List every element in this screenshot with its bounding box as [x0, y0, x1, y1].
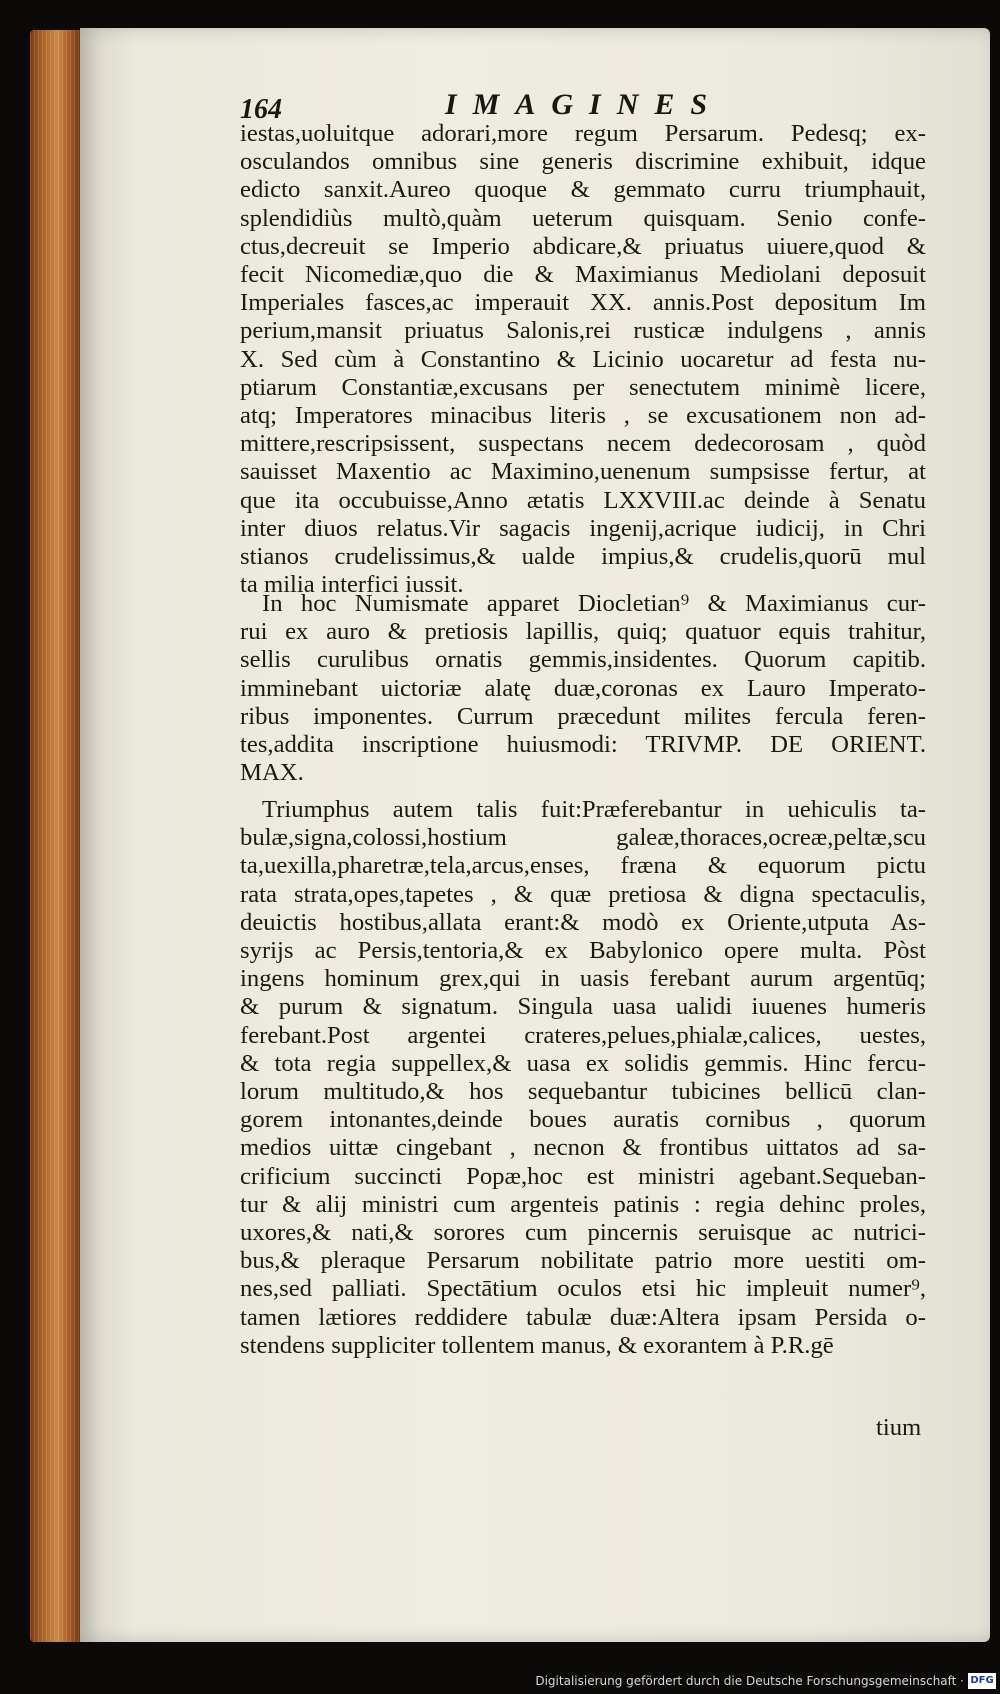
text-line: nes,sed palliati. Spectātium oculos etsi hic impleuit numer⁹,	[240, 1275, 926, 1303]
running-head: IMAGINES	[445, 88, 724, 121]
paragraph-2	[240, 590, 926, 787]
book-edge	[30, 30, 80, 1642]
footer-bar	[0, 1670, 1000, 1694]
text-line: sellis curulibus ornatis gemmis,insidentes. Quorum capitib.	[240, 646, 926, 674]
catchword: tium	[876, 1414, 922, 1441]
text-line: mittere,rescripsissent, suspectans necem dedecorosam , quòd	[240, 430, 926, 458]
text-line: ta milia interfici iussit.	[240, 571, 464, 599]
text-line: & purum & signatum. Singula uasa ualidi iuuenes humeris	[240, 993, 926, 1021]
text-line: rui ex auro & pretiosis lapillis, quiq; quatuor equis trahitur,	[240, 618, 926, 646]
text-line: ptiarum Constantiæ,excusans per senectutem minimè licere,	[240, 373, 926, 401]
paragraph-3	[240, 796, 926, 1360]
text-line: edicto sanxit.Aureo quoque & gemmato curru triumphauit,	[240, 176, 926, 204]
text-line: MAX.	[240, 759, 304, 787]
text-line: tes,addita inscriptione huiusmodi: TRIVMP. DE ORIENT.	[240, 731, 926, 759]
text-line: iestas,uoluitque adorari,more regum Persarum. Pedesq; ex-	[240, 120, 926, 147]
text-line: lorum multitudo,& hos sequebantur tubicines bellicū clan-	[240, 1078, 926, 1106]
text-line: inter diuos relatus.Vir sagacis ingenij,acrique iudicij, in Chri	[240, 514, 926, 542]
digitization-note: Digitalisierung gefördert durch die Deutsche Forschungsgemeinschaft ·	[535, 1674, 964, 1688]
text-line: In hoc Numismate apparet Diocletian⁹ & Maximianus cur-	[262, 590, 926, 617]
text-line: que ita occubuisse,Anno ætatis LXXVIII.ac deinde à Senatu	[240, 486, 926, 514]
text-line: sauisset Maxentio ac Maximino,uenenum sumpsisse fertur, at	[240, 458, 926, 486]
text-line: gorem intonantes,deinde boues auratis cornibus , quorum	[240, 1106, 926, 1134]
text-line: ctus,decreuit se Imperio abdicare,& priuatus uiuere,quod &	[240, 232, 926, 260]
text-line: tur & alij ministri cum argenteis patinis : regia dehinc proles,	[240, 1190, 926, 1218]
text-line: syrijs ac Persis,tentoria,& ex Babylonico opere multa. Pòst	[240, 937, 926, 965]
text-line: ferebant.Post argentei crateres,pelues,phialæ,calices, uestes,	[240, 1021, 926, 1049]
paragraph-1	[240, 120, 926, 599]
text-line: perium,mansit priuatus Salonis,rei rusticæ indulgens , annis	[240, 317, 926, 345]
text-line: ingens hominum grex,qui in uasis ferebant aurum argentūq;	[240, 965, 926, 993]
text-line: bulæ,signa,colossi,hostium galeæ,thoraces,ocreæ,peltæ,scu	[240, 824, 926, 852]
text-line: fecit Nicomediæ,quo die & Maximianus Mediolani deposuit	[240, 261, 926, 289]
text-line: rata strata,opes,tapetes , & quæ pretiosa & digna spectaculis,	[240, 880, 926, 908]
text-line: Imperiales fasces,ac imperauit XX. annis.Post depositum Im	[240, 289, 926, 317]
text-line: atq; Imperatores minacibus literis , se excusationem non ad-	[240, 402, 926, 430]
text-line: X. Sed cùm à Constantino & Licinio uocaretur ad festa nu-	[240, 345, 926, 373]
page-number: 164	[240, 94, 282, 125]
text-line: stendens suppliciter tollentem manus, & exorantem à P.R.gē	[240, 1331, 834, 1359]
text-line: splendidiùs multò,quàm ueterum quisquam. Senio confe-	[240, 204, 926, 232]
text-line: ribus imponentes. Currum præcedunt milites fercula feren-	[240, 702, 926, 730]
text-line: & tota regia suppellex,& uasa ex solidis gemmis. Hinc fercu-	[240, 1049, 926, 1077]
text-line: ta,uexilla,pharetræ,tela,arcus,enses, fræna & equorum pictu	[240, 852, 926, 880]
text-line: uxores,& nati,& sorores cum pincernis seruisque ac nutrici-	[240, 1219, 926, 1247]
text-line: bus,& pleraque Persarum nobilitate patrio more uestiti om-	[240, 1247, 926, 1275]
text-line: crificium succincti Popæ,hoc est ministri agebant.Sequeban-	[240, 1162, 926, 1190]
text-line: tamen lætiores reddidere tabulæ duæ:Altera ipsam Persida o-	[240, 1303, 926, 1331]
text-line: deuictis hostibus,allata erant:& modò ex Oriente,utputa As-	[240, 908, 926, 936]
text-line: osculandos omnibus sine generis discrimine exhibuit, idque	[240, 148, 926, 176]
text-line: Triumphus autem talis fuit:Præferebantur in uehiculis ta-	[262, 796, 926, 823]
dfg-logo: DFG	[968, 1673, 996, 1689]
text-line: stianos crudelissimus,& ualde impius,& crudelis,quorū mul	[240, 543, 926, 571]
text-line: imminebant uictoriæ alatę duæ,coronas ex Lauro Imperato-	[240, 674, 926, 702]
text-line: medios uittæ cingebant , necnon & frontibus uittatos ad sa-	[240, 1134, 926, 1162]
